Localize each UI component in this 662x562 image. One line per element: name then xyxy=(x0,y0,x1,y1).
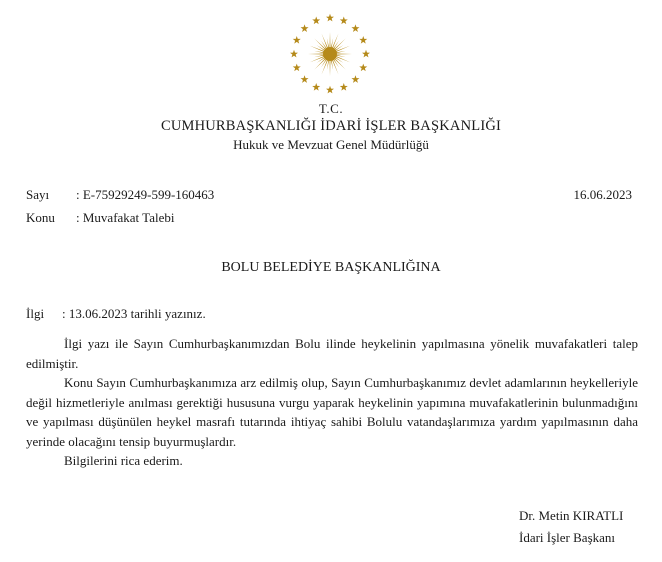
presidential-emblem-icon xyxy=(288,12,372,96)
emblem-sun-ray-icon xyxy=(330,32,331,49)
emblem-star-icon xyxy=(326,86,334,94)
ilgi-value: : 13.06.2023 tarihli yazınız. xyxy=(62,306,206,321)
emblem-sun-ray-icon xyxy=(335,54,352,55)
emblem-sun-ray-icon xyxy=(308,54,325,55)
emblem-sun-core-icon xyxy=(323,47,337,61)
emblem-star-icon xyxy=(301,24,309,32)
document-body xyxy=(26,334,638,471)
emblem-star-icon xyxy=(293,64,301,72)
emblem-star-icon xyxy=(301,75,309,83)
emblem-sun-ray-icon xyxy=(333,57,345,69)
addressee: BOLU BELEDİYE BAŞKANLIĞINA xyxy=(221,260,441,275)
emblem-star-icon xyxy=(312,17,320,25)
emblem-sun-ray-icon xyxy=(333,38,345,50)
konu-value: : Muvafakat Talebi xyxy=(76,210,175,225)
department-name: Hukuk ve Mevzuat Genel Müdürlüğü xyxy=(233,137,429,152)
institution-name: CUMHURBAŞKANLIĞI İDARİ İŞLER BAŞKANLIĞI xyxy=(160,118,502,134)
body-paragraph: Konu Sayın Cumhurbaşkanımıza arz edilmiş olup, Sayın Cumhurbaşkanımız devlet adamlarının heykelleriyle değil hizmetleriyle anılması gerektiği hususuna vurgu yaparak heykelinin yapımına muvafakatlerinin bulunmadığını ve yapılması düşünülen heykel masrafı tutarında ihtiyaç sahibi Bolulu vatandaşlarımıza yardım yapılmasının daha yerinde olacağını tensip buyurmuşlardır. xyxy=(26,375,638,449)
emblem-star-icon xyxy=(312,83,320,91)
emblem-star-icon xyxy=(290,50,298,58)
emblem-star-icon xyxy=(340,83,348,91)
emblem-sun-ray-icon xyxy=(314,38,326,50)
konu-label: Konu xyxy=(26,210,55,225)
emblem-star-icon xyxy=(359,36,367,44)
emblem-star-icon xyxy=(326,14,334,22)
document-date: 16.06.2023 xyxy=(573,187,632,202)
emblem-star-icon xyxy=(351,24,359,32)
emblem-star-icon xyxy=(340,17,348,25)
sayi-value: : E-75929249-599-160463 xyxy=(76,187,215,202)
emblem-sun-ray-icon xyxy=(314,57,326,69)
tc-heading: T.C. xyxy=(318,101,344,116)
emblem-sun-ray-icon xyxy=(330,59,331,76)
signatory-title: İdari İşler Başkanı xyxy=(519,530,616,545)
emblem-star-icon xyxy=(359,64,367,72)
emblem-star-icon xyxy=(293,36,301,44)
emblem-star-icon xyxy=(351,75,359,83)
signatory-name: Dr. Metin KIRATLI xyxy=(519,508,624,523)
body-paragraph: İlgi yazı ile Sayın Cumhurbaşkanımızdan Bolu ilinde heykelinin yapılmasına yönelik muvafakatleri talep edilmiştir. xyxy=(26,336,638,371)
emblem-star-icon xyxy=(362,50,370,58)
sayi-label: Sayı xyxy=(26,187,50,202)
ilgi-label: İlgi xyxy=(26,306,45,321)
body-paragraph: Bilgilerini rica ederim. xyxy=(64,453,183,468)
